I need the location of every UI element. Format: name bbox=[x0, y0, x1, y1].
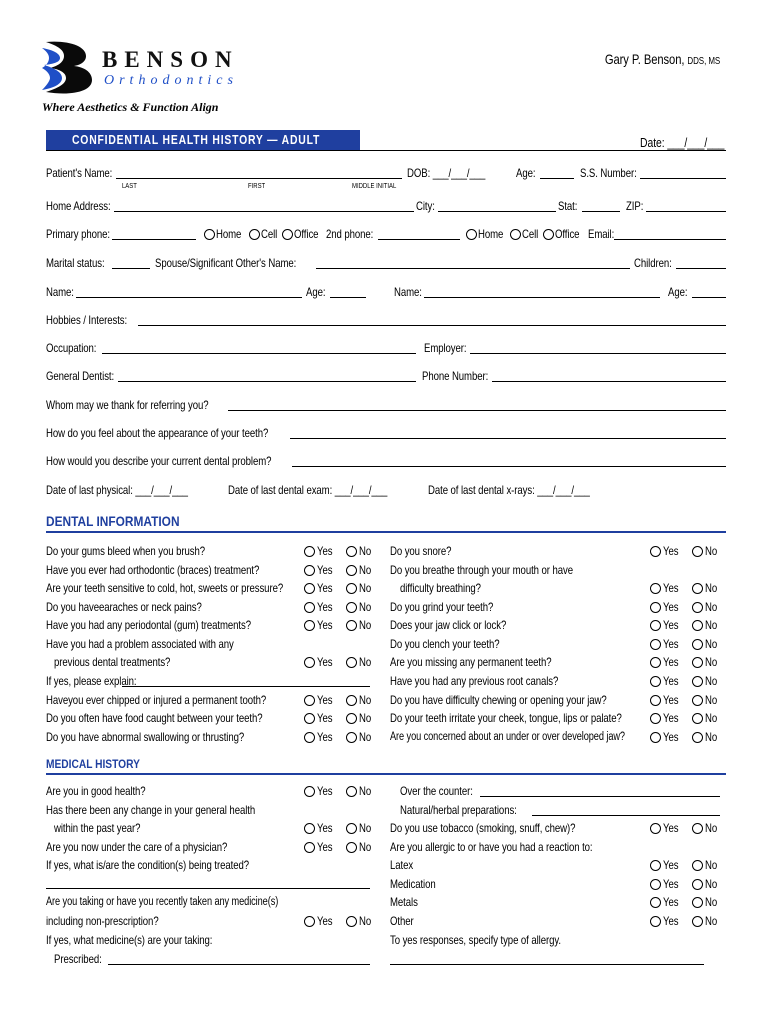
dental-left-q11-no-label: No bbox=[359, 730, 372, 744]
referral-label: Whom may we thank for referring you? bbox=[46, 398, 209, 412]
dental-left-q9-yes-label: Yes bbox=[317, 693, 333, 707]
medical-right-q3-no-label: No bbox=[705, 821, 718, 835]
dental-right-q8: Have you had any previous root canals? bbox=[390, 674, 559, 688]
spouse-label: Spouse/Significant Other's Name: bbox=[155, 256, 297, 270]
hobbies-input[interactable] bbox=[138, 325, 726, 326]
doctor-credentials: DDS, MS bbox=[687, 56, 720, 67]
doctor-info bbox=[605, 51, 720, 70]
medical-right-q8-yes-label: Yes bbox=[663, 914, 679, 928]
employer-label: Employer: bbox=[424, 341, 467, 355]
child-name-label-2: Name: bbox=[394, 285, 422, 299]
medical-right-q6-no-radio[interactable] bbox=[692, 879, 703, 890]
dob-field[interactable]: DOB: ___/___/___ bbox=[407, 166, 486, 180]
sub-first: FIRST bbox=[248, 183, 266, 190]
logo-mark-icon bbox=[40, 38, 100, 96]
medical-left-q8: If yes, what medicine(s) are your taking: bbox=[46, 933, 213, 947]
prescribed-input[interactable] bbox=[108, 964, 370, 965]
dental-right-q1-no-label: No bbox=[705, 544, 718, 558]
dental-right-q9-no-label: No bbox=[705, 693, 718, 707]
medical-left-q1-yes-radio[interactable] bbox=[304, 786, 315, 797]
medical-left-q7-yes-radio[interactable] bbox=[304, 916, 315, 927]
marital-input[interactable] bbox=[112, 268, 150, 269]
medical-section-rule bbox=[46, 773, 726, 775]
appearance-input[interactable] bbox=[290, 438, 726, 439]
dental-left-q2-no-radio[interactable] bbox=[346, 565, 357, 576]
dental-left-q10-yes-radio[interactable] bbox=[304, 713, 315, 724]
dental-left-q6: Have you had a problem associated with any bbox=[46, 637, 234, 651]
second-phone-input[interactable] bbox=[378, 239, 460, 240]
dental-right-q6-yes-label: Yes bbox=[663, 637, 679, 651]
title-rule bbox=[46, 150, 726, 151]
medical-left-q4: Are you now under the care of a physician? bbox=[46, 840, 228, 854]
dental-left-q9-no-label: No bbox=[359, 693, 372, 707]
age-label: Age: bbox=[516, 166, 536, 180]
dental-right-q1-no-radio[interactable] bbox=[692, 546, 703, 557]
medical-left-q4-no-label: No bbox=[359, 840, 372, 854]
date-field[interactable]: Date: ___/___/___ bbox=[639, 135, 724, 150]
zip-label: ZIP: bbox=[626, 199, 644, 213]
tagline: Where Aesthetics & Function Align bbox=[42, 100, 219, 114]
dental-right-q6-no-label: No bbox=[705, 637, 718, 651]
medical-right-q8: Other bbox=[390, 914, 414, 928]
medical-right-q5: Latex bbox=[390, 858, 414, 872]
dental-right-q8-yes-radio[interactable] bbox=[650, 676, 661, 687]
dental-right-q4-no-label: No bbox=[705, 600, 718, 614]
dental-right-q6-yes-radio[interactable] bbox=[650, 639, 661, 650]
marital-label: Marital status: bbox=[46, 256, 105, 270]
medical-left-q5: If yes, what is/are the condition(s) being treated? bbox=[46, 858, 249, 872]
medical-right-q8-no-radio[interactable] bbox=[692, 916, 703, 927]
age-input[interactable] bbox=[540, 178, 574, 179]
sub-middle: MIDDLE INITIAL bbox=[352, 183, 397, 190]
medical-right-q9: To yes responses, specify type of allergy. bbox=[390, 933, 561, 947]
stat-label: Stat: bbox=[558, 199, 578, 213]
last-xray-field[interactable]: Date of last dental x-rays: ___/___/___ bbox=[428, 483, 590, 497]
employer-input[interactable] bbox=[470, 353, 726, 354]
medical-left-q1-yes-label: Yes bbox=[317, 784, 333, 798]
dental-left-q1-yes-radio[interactable] bbox=[304, 546, 315, 557]
dental-right-q3-no-label: No bbox=[705, 581, 718, 595]
child-age-input-2[interactable] bbox=[692, 297, 726, 298]
second-phone-label: 2nd phone: bbox=[326, 227, 374, 241]
dental-right-q3-no-radio[interactable] bbox=[692, 583, 703, 594]
medical-right-q5-no-label: No bbox=[705, 858, 718, 872]
dental-right-q10: Do your teeth irritate your cheek, tongue, lips or palate? bbox=[390, 711, 622, 725]
last-physical-field[interactable]: Date of last physical: ___/___/___ bbox=[46, 483, 188, 497]
child-age-input-1[interactable] bbox=[330, 297, 366, 298]
dental-right-q6: Do you clench your teeth? bbox=[390, 637, 500, 651]
dental-left-q7: previous dental treatments? bbox=[54, 655, 171, 669]
second-cell-radio[interactable] bbox=[510, 229, 521, 240]
child-name-input-1[interactable] bbox=[76, 297, 302, 298]
dental-right-q5-yes-radio[interactable] bbox=[650, 620, 661, 631]
referral-input[interactable] bbox=[228, 410, 726, 411]
medical-right-q6-no-label: No bbox=[705, 877, 718, 891]
dental-right-q5: Does your jaw click or lock? bbox=[390, 618, 507, 632]
medical-left-q4-no-radio[interactable] bbox=[346, 842, 357, 853]
dental-right-q4: Do you grind your teeth? bbox=[390, 600, 494, 614]
email-label: Email: bbox=[588, 227, 615, 241]
primary-home-radio[interactable] bbox=[204, 229, 215, 240]
medical-right-q5-yes-label: Yes bbox=[663, 858, 679, 872]
home-address-input[interactable] bbox=[114, 211, 414, 212]
patient-name-input[interactable] bbox=[116, 178, 402, 179]
dental-left-q10-no-radio[interactable] bbox=[346, 713, 357, 724]
dental-left-q7-no-label: No bbox=[359, 655, 372, 669]
dental-right-q3-yes-label: Yes bbox=[663, 581, 679, 595]
dental-left-q11: Do you have abnormal swallowing or thrusting? bbox=[46, 730, 245, 744]
medical-right-q7-yes-label: Yes bbox=[663, 895, 679, 909]
dental-right-q9-no-radio[interactable] bbox=[692, 695, 703, 706]
dental-left-q10-no-label: No bbox=[359, 711, 372, 725]
primary-office-label: Office bbox=[294, 227, 319, 241]
child-name-label-1: Name: bbox=[46, 285, 74, 299]
home-address-label: Home Address: bbox=[46, 199, 111, 213]
condition-input[interactable] bbox=[46, 888, 370, 889]
ssn-input[interactable] bbox=[640, 178, 726, 179]
dental-left-q5-no-label: No bbox=[359, 618, 372, 632]
medical-left-q3-yes-radio[interactable] bbox=[304, 823, 315, 834]
brand-name: BENSON bbox=[102, 47, 239, 72]
dental-left-q7-yes-radio[interactable] bbox=[304, 657, 315, 668]
dental-right-q9: Do you have difficulty chewing or opening your jaw? bbox=[390, 693, 607, 707]
dental-right-q11: Are you concerned about an under or over developed jaw? bbox=[390, 731, 625, 743]
problem-input[interactable] bbox=[292, 466, 726, 467]
primary-office-radio[interactable] bbox=[282, 229, 293, 240]
dental-explain-input[interactable] bbox=[122, 686, 370, 687]
form-title: CONFIDENTIAL HEALTH HISTORY — ADULT bbox=[72, 132, 321, 147]
dental-right-q10-no-label: No bbox=[705, 711, 718, 725]
medical-left-q1-no-radio[interactable] bbox=[346, 786, 357, 797]
primary-home-label: Home bbox=[216, 227, 242, 241]
last-exam-field[interactable]: Date of last dental exam: ___/___/___ bbox=[228, 483, 388, 497]
phone-number-label: Phone Number: bbox=[422, 369, 489, 383]
dental-right-q8-no-label: No bbox=[705, 674, 718, 688]
dental-left-q10: Do you often have food caught between your teeth? bbox=[46, 711, 263, 725]
dental-right-q7-yes-radio[interactable] bbox=[650, 657, 661, 668]
dental-left-q3-yes-radio[interactable] bbox=[304, 583, 315, 594]
hobbies-label: Hobbies / Interests: bbox=[46, 313, 128, 327]
zip-input[interactable] bbox=[646, 211, 726, 212]
patient-name-label: Patient's Name: bbox=[46, 166, 113, 180]
medical-left-q7: including non-prescription? bbox=[46, 914, 159, 928]
dental-right-q10-yes-radio[interactable] bbox=[650, 713, 661, 724]
dental-left-q4-no-radio[interactable] bbox=[346, 602, 357, 613]
second-office-radio[interactable] bbox=[543, 229, 554, 240]
dental-right-q5-no-label: No bbox=[705, 618, 718, 632]
dental-right-q1: Do you snore? bbox=[390, 544, 452, 558]
phone-number-input[interactable] bbox=[492, 381, 726, 382]
dentist-input[interactable] bbox=[118, 381, 416, 382]
brand-subtitle: Orthodontics bbox=[104, 73, 238, 88]
problem-label: How would you describe your current dental problem? bbox=[46, 454, 272, 468]
dental-left-q5: Have you had any periodontal (gum) treatments? bbox=[46, 618, 251, 632]
medical-right-q2: Natural/herbal preparations: bbox=[400, 803, 517, 817]
dental-right-q6-no-radio[interactable] bbox=[692, 639, 703, 650]
doctor-name: Gary P. Benson, bbox=[604, 51, 685, 67]
second-office-label: Office bbox=[555, 227, 580, 241]
dental-left-q9: Haveyou ever chipped or injured a permanent tooth? bbox=[46, 693, 267, 707]
dental-right-q5-yes-label: Yes bbox=[663, 618, 679, 632]
child-age-label-1: Age: bbox=[306, 285, 326, 299]
dental-left-q1: Do your gums bleed when you brush? bbox=[46, 544, 205, 558]
dental-right-q3-yes-radio[interactable] bbox=[650, 583, 661, 594]
dental-left-q11-yes-radio[interactable] bbox=[304, 732, 315, 743]
medical-left-q9: Prescribed: bbox=[54, 952, 102, 966]
dental-right-q1-yes-label: Yes bbox=[663, 544, 679, 558]
medical-left-q7-no-radio[interactable] bbox=[346, 916, 357, 927]
medical-left-q3-no-radio[interactable] bbox=[346, 823, 357, 834]
dental-section-title: DENTAL INFORMATION bbox=[46, 513, 180, 529]
dental-right-q10-yes-label: Yes bbox=[663, 711, 679, 725]
dental-left-q5-yes-label: Yes bbox=[317, 618, 333, 632]
medical-right-q3-yes-label: Yes bbox=[663, 821, 679, 835]
medical-left-q6: Are you taking or have you recently taken any medicine(s) bbox=[46, 896, 279, 908]
primary-cell-label: Cell bbox=[261, 227, 278, 241]
occupation-input[interactable] bbox=[102, 353, 416, 354]
dental-right-q7-yes-label: Yes bbox=[663, 655, 679, 669]
dental-left-q11-no-radio[interactable] bbox=[346, 732, 357, 743]
dental-section-rule bbox=[46, 531, 726, 533]
medical-left-q3: within the past year? bbox=[54, 821, 141, 835]
dental-right-q11-yes-label: Yes bbox=[663, 730, 679, 744]
dental-right-q4-yes-radio[interactable] bbox=[650, 602, 661, 613]
ssn-label: S.S. Number: bbox=[580, 166, 637, 180]
dental-left-q4-no-label: No bbox=[359, 600, 372, 614]
dental-left-q4-yes-radio[interactable] bbox=[304, 602, 315, 613]
medical-left-q3-no-label: No bbox=[359, 821, 372, 835]
dental-left-q3-no-label: No bbox=[359, 581, 372, 595]
dental-right-q11-no-label: No bbox=[705, 730, 718, 744]
dental-right-q11-yes-radio[interactable] bbox=[650, 732, 661, 743]
medical-left-q3-yes-label: Yes bbox=[317, 821, 333, 835]
dental-left-q4-yes-label: Yes bbox=[317, 600, 333, 614]
second-cell-label: Cell bbox=[522, 227, 539, 241]
herbal-input[interactable] bbox=[532, 815, 720, 816]
medical-right-q5-no-radio[interactable] bbox=[692, 860, 703, 871]
dental-right-q7-no-radio[interactable] bbox=[692, 657, 703, 668]
benson-logo bbox=[40, 38, 240, 98]
medical-left-q4-yes-label: Yes bbox=[317, 840, 333, 854]
medical-right-q4: Are you allergic to or have you had a reaction to: bbox=[390, 840, 593, 854]
medical-left-q1: Are you in good health? bbox=[46, 784, 146, 798]
medical-right-q3: Do you use tobacco (smoking, snuff, chew)? bbox=[390, 821, 576, 835]
stat-input[interactable] bbox=[582, 211, 620, 212]
appearance-label: How do you feel about the appearance of your teeth? bbox=[46, 426, 269, 440]
dental-left-q9-no-radio[interactable] bbox=[346, 695, 357, 706]
dental-left-q3-yes-label: Yes bbox=[317, 581, 333, 595]
medical-left-q7-no-label: No bbox=[359, 914, 372, 928]
dental-right-q3: difficulty breathing? bbox=[400, 581, 481, 595]
dental-right-q8-yes-label: Yes bbox=[663, 674, 679, 688]
dental-left-q7-no-radio[interactable] bbox=[346, 657, 357, 668]
dental-left-q1-no-label: No bbox=[359, 544, 372, 558]
medical-right-q7-no-label: No bbox=[705, 895, 718, 909]
child-name-input-2[interactable] bbox=[424, 297, 660, 298]
medical-left-q2: Has there been any change in your general health bbox=[46, 803, 256, 817]
dental-right-q9-yes-radio[interactable] bbox=[650, 695, 661, 706]
dental-left-q2-yes-radio[interactable] bbox=[304, 565, 315, 576]
city-input[interactable] bbox=[438, 211, 556, 212]
dental-left-q3: Are your teeth sensitive to cold, hot, sweets or pressure? bbox=[46, 581, 284, 595]
dentist-label: General Dentist: bbox=[46, 369, 115, 383]
dental-right-q2: Do you breathe through your mouth or have bbox=[390, 563, 573, 577]
medical-right-q7-yes-radio[interactable] bbox=[650, 897, 661, 908]
dental-left-q5-yes-radio[interactable] bbox=[304, 620, 315, 631]
medical-left-q7-yes-label: Yes bbox=[317, 914, 333, 928]
medical-right-q8-yes-radio[interactable] bbox=[650, 916, 661, 927]
dental-left-q1-yes-label: Yes bbox=[317, 544, 333, 558]
primary-phone-input[interactable] bbox=[112, 239, 196, 240]
dental-left-q5-no-radio[interactable] bbox=[346, 620, 357, 631]
spouse-input[interactable] bbox=[316, 268, 630, 269]
medical-right-q6: Medication bbox=[390, 877, 436, 891]
dental-right-q10-no-radio[interactable] bbox=[692, 713, 703, 724]
second-home-label: Home bbox=[478, 227, 504, 241]
dental-left-q1-no-radio[interactable] bbox=[346, 546, 357, 557]
medical-right-q7: Metals bbox=[390, 895, 418, 909]
medical-right-q6-yes-label: Yes bbox=[663, 877, 679, 891]
medical-right-q8-no-label: No bbox=[705, 914, 718, 928]
dental-right-q5-no-radio[interactable] bbox=[692, 620, 703, 631]
allergy-specify-input[interactable] bbox=[390, 964, 704, 965]
medical-right-q1: Over the counter: bbox=[400, 784, 473, 798]
sub-last: LAST bbox=[122, 183, 137, 190]
medical-left-q4-yes-radio[interactable] bbox=[304, 842, 315, 853]
dental-left-q9-yes-radio[interactable] bbox=[304, 695, 315, 706]
medical-right-q5-yes-radio[interactable] bbox=[650, 860, 661, 871]
medical-left-q1-no-label: No bbox=[359, 784, 372, 798]
dental-right-q9-yes-label: Yes bbox=[663, 693, 679, 707]
children-label: Children: bbox=[634, 256, 672, 270]
child-age-label-2: Age: bbox=[668, 285, 688, 299]
medical-right-q6-yes-radio[interactable] bbox=[650, 879, 661, 890]
occupation-label: Occupation: bbox=[46, 341, 97, 355]
dental-left-q11-yes-label: Yes bbox=[317, 730, 333, 744]
dental-left-q2-no-label: No bbox=[359, 563, 372, 577]
dental-left-q2: Have you ever had orthodontic (braces) treatment? bbox=[46, 563, 260, 577]
otc-input[interactable] bbox=[480, 796, 720, 797]
email-input[interactable] bbox=[614, 239, 726, 240]
primary-cell-radio[interactable] bbox=[249, 229, 260, 240]
medical-section-title: MEDICAL HISTORY bbox=[46, 757, 140, 771]
dental-right-q7: Are you missing any permanent teeth? bbox=[390, 655, 552, 669]
dental-left-q2-yes-label: Yes bbox=[317, 563, 333, 577]
medical-right-q7-no-radio[interactable] bbox=[692, 897, 703, 908]
primary-phone-label: Primary phone: bbox=[46, 227, 110, 241]
dental-left-q10-yes-label: Yes bbox=[317, 711, 333, 725]
dental-right-q4-no-radio[interactable] bbox=[692, 602, 703, 613]
dental-right-q11-no-radio[interactable] bbox=[692, 732, 703, 743]
dental-left-q8: If yes, please explain: bbox=[46, 674, 137, 688]
dental-right-q8-no-radio[interactable] bbox=[692, 676, 703, 687]
children-input[interactable] bbox=[676, 268, 726, 269]
dental-left-q7-yes-label: Yes bbox=[317, 655, 333, 669]
second-home-radio[interactable] bbox=[466, 229, 477, 240]
dental-right-q7-no-label: No bbox=[705, 655, 718, 669]
dental-right-q4-yes-label: Yes bbox=[663, 600, 679, 614]
city-label: City: bbox=[416, 199, 435, 213]
dental-left-q3-no-radio[interactable] bbox=[346, 583, 357, 594]
medical-right-q3-yes-radio[interactable] bbox=[650, 823, 661, 834]
medical-right-q3-no-radio[interactable] bbox=[692, 823, 703, 834]
dental-right-q1-yes-radio[interactable] bbox=[650, 546, 661, 557]
dental-left-q4: Do you haveearaches or neck pains? bbox=[46, 600, 202, 614]
